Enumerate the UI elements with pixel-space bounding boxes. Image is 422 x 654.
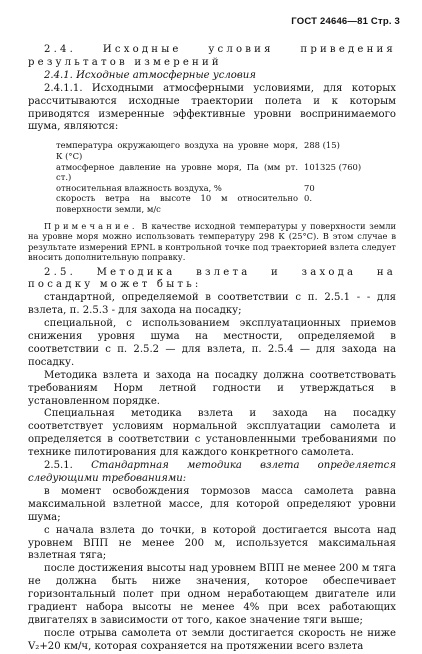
- paragraph-number: 2.5.1.: [44, 460, 73, 472]
- paragraph-start: с начала взлета до точки, в которой достигается высота над уровнем ВПП не менее 200 м, используется максимальная взлетная тяга;: [28, 524, 396, 562]
- paragraph-standard: стандартной, определяемой в соответствии с п. 2.5.1 - - для взлета, п. 2.5.3 - для захода на посадку;: [28, 292, 396, 317]
- note-text: В качестве исходной температуры у поверхности земли на уровне моря можно использовать температуру 298 К (25°С). В этом случае в результате измерений EPNL в контрольной точке под траекторией взлета следует вносить дополнительную поправку.: [28, 220, 397, 262]
- paragraph-after-200m: после достижения высоты над уровнем ВПП не менее 200 м тяга не должна быть ниже значения, которое обеспечивает горизонтальный полет при одном неработающем двигателе или градиент набора высоты не менее 4% при всех работающих двигателях в зависимости от того, какое значение тяги выше;: [28, 563, 396, 626]
- page-header: ГОСТ 24646—81 Стр. 3: [291, 16, 400, 27]
- paragraph-2-4-1-1: 2.4.1.1. Исходными атмосферными условиями, для которых рассчитываются исходные траектории полета и к которым приводятся измеренные эффективные уровни воспринимаемого шума, являются:: [28, 82, 396, 133]
- condition-value: 70: [304, 182, 315, 193]
- note-label: Примечание.: [44, 220, 138, 231]
- condition-row: [56, 193, 386, 214]
- condition-label: относительная влажность воздуха, %: [56, 182, 222, 193]
- paragraph-methodology: Методика взлета и захода на посадку должна соответствовать требованиям Норм летной годности и утверждаться в установленном порядке.: [28, 369, 396, 407]
- paragraph-release: в момент освобождения тормозов масса самолета равна максимальной взлетной массе, для которой определяют уровни шума;: [28, 485, 396, 523]
- condition-value: 288 (15): [304, 140, 340, 151]
- note: [28, 221, 396, 263]
- condition-value: 101325 (760): [304, 161, 362, 172]
- condition-row: [56, 162, 386, 183]
- paragraph-liftoff: после отрыва самолета от земли достигается скорость не ниже V₂+20 км/ч, которая сохраняется на протяжении всего взлета: [28, 627, 396, 652]
- condition-value: 0.: [304, 193, 312, 204]
- condition-label: атмосферное давление на уровне моря, Па (мм рт. ст.): [56, 161, 298, 183]
- condition-row: [56, 140, 386, 161]
- condition-row: [56, 183, 386, 194]
- subsection-heading-2-4-1: 2.4.1. Исходные атмосферные условия: [44, 69, 256, 81]
- paragraph-2-5-1: [28, 460, 396, 486]
- document-body: [28, 44, 396, 654]
- paragraph-special-method: Специальная методика взлета и захода на посадку соответствует условиям нормальной эксплуатации самолета и определяется в соответствии с установленными требованиями по технике пилотирования для каждого конкретного самолета.: [28, 408, 396, 459]
- section-heading-2-4: 2.4. Исходные условия приведения результатов измерений: [28, 44, 396, 68]
- condition-label: скорость ветра на высоте 10 м относительно поверхности земли, м/с: [56, 193, 298, 214]
- section-heading-2-5: 2.5. Методика взлета и захода на посадку может быть:: [28, 266, 396, 291]
- paragraph-special: специальной, с использованием эксплуатационных приемов снижения уровня шума на местности, определяемой в соответствии с п. 2.5.2 — для взлета, п. 2.5.4 — для захода на посадку.: [28, 318, 396, 368]
- paragraph-2-5-1-text: Стандартная методика взлета определяется следующими требованиями:: [28, 460, 396, 484]
- conditions-table: [56, 140, 386, 214]
- condition-label: температура окружающего воздуха на уровне моря, К (°С): [56, 140, 298, 161]
